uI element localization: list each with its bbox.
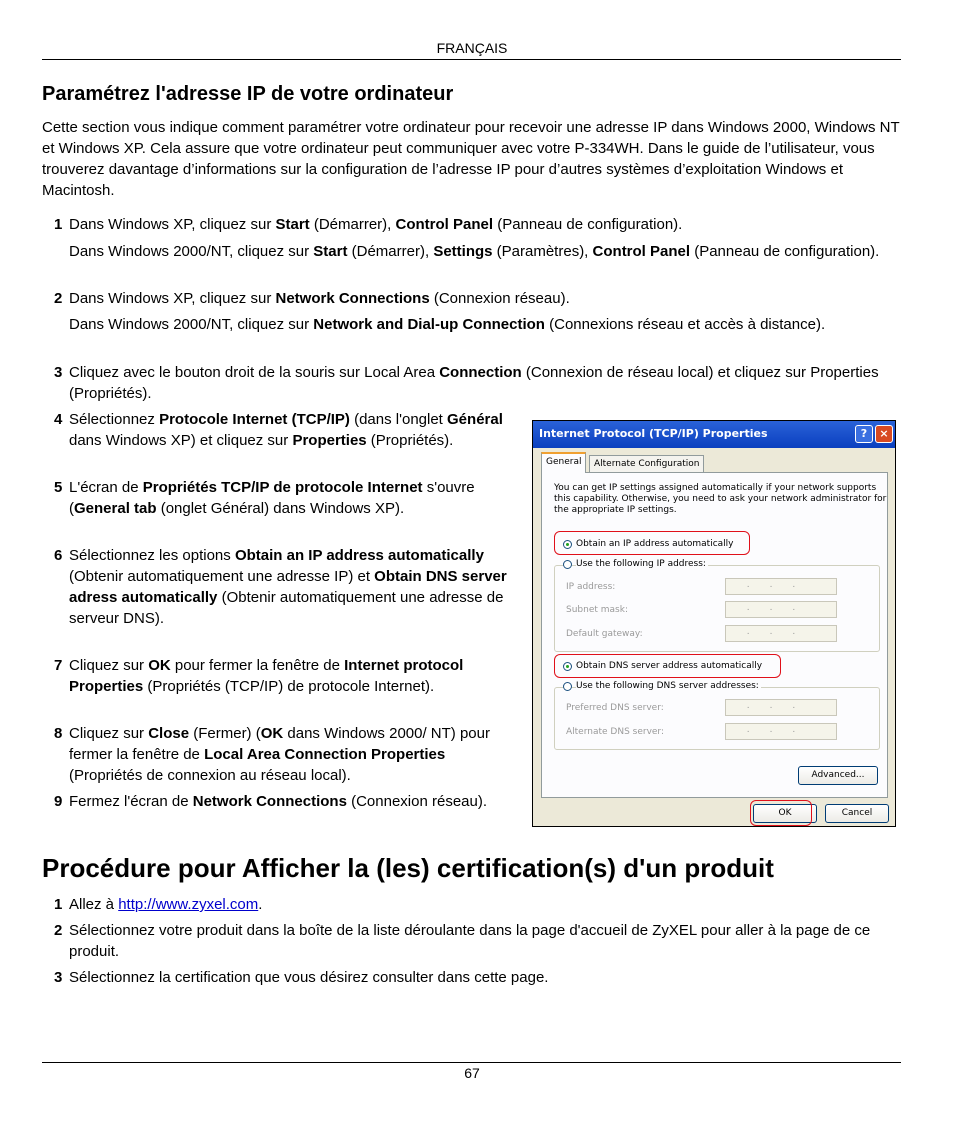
step-number: 2 <box>54 922 63 939</box>
radio-dns-auto-label: Obtain DNS server address automatically <box>576 661 763 671</box>
step-number: 2 <box>54 290 63 307</box>
dns-group <box>554 687 880 750</box>
step-9: 9 Fermez l'écran de Network Connections (Connexion réseau). <box>54 793 488 810</box>
step-2: 2 Dans Windows XP, cliquez sur Network Connections (Connexion réseau). <box>54 290 570 307</box>
default-gateway-input[interactable]: ... <box>725 625 837 642</box>
cert-step-1: 1 Allez à http://www.zyxel.com. <box>54 896 263 913</box>
highlight-ip-auto <box>554 531 750 555</box>
advanced-button[interactable]: Advanced... <box>798 766 878 785</box>
step-number: 7 <box>54 657 63 674</box>
help-icon[interactable]: ? <box>855 425 873 443</box>
intro-paragraph: Cette section vous indique comment paramétrer votre ordinateur pour recevoir une adresse IP dans Windows 2000, Windows NT et Windows XP. Cela assure que votre ordinateur peut communiquer avec votre P-334WH. Dans le guide de l’utilisateur, vous trouverez davantage d’informations sur la configuration de l’adresse IP pour d’autres systèmes d’exploitation Windows et Macintosh. <box>42 119 900 199</box>
zyxel-link[interactable]: http://www.zyxel.com <box>118 896 259 913</box>
ip-address-label: IP address: <box>566 582 616 592</box>
step-6: 6 Sélectionnez les options Obtain an IP address automatically (Obtenir automatiquement une adresse IP) et Obtain DNS server adress automatically (Obtenir automatiquement une adresse de serveur DNS). <box>54 547 507 627</box>
tab-alternate-configuration[interactable]: Alternate Configuration <box>589 455 704 472</box>
tcpip-properties-dialog <box>532 420 896 827</box>
dialog-title: Internet Protocol (TCP/IP) Properties <box>539 427 768 440</box>
dialog-description-line-2: this capability. Otherwise, you need to ask your network administrator for <box>554 494 887 504</box>
radio-ip-manual[interactable] <box>563 560 572 569</box>
step-7: 7 Cliquez sur OK pour fermer la fenêtre de Internet protocol Properties (Propriétés (TCP/IP) de protocole Internet). <box>54 657 464 695</box>
header-language: FRANÇAIS <box>436 40 508 56</box>
cancel-button[interactable]: Cancel <box>825 804 889 823</box>
section-title-ip: Paramétrez l'adresse IP de votre ordinateur <box>42 83 454 105</box>
section-title-certification: Procédure pour Afficher la (les) certification(s) d'un produit <box>42 853 774 883</box>
ok-button[interactable]: OK <box>753 804 817 823</box>
alternate-dns-label: Alternate DNS server: <box>566 727 665 737</box>
subnet-mask-input[interactable]: ... <box>725 601 837 618</box>
highlight-dns-auto <box>554 654 781 678</box>
step-3: 3 Cliquez avec le bouton droit de la souris sur Local Area Connection (Connexion de réseau local) et cliquez sur Properties (Propriétés). <box>54 364 879 402</box>
alternate-dns-input[interactable]: ... <box>725 723 837 740</box>
highlight-ok <box>750 800 812 826</box>
dialog-titlebar <box>533 421 895 448</box>
cert-step-3: 3 Sélectionnez la certification que vous désirez consulter dans cette page. <box>54 969 549 986</box>
step-number: 9 <box>54 793 63 810</box>
step-number: 8 <box>54 725 63 742</box>
footer-rule <box>42 1062 901 1063</box>
step-5: 5 L'écran de Propriétés TCP/IP de protocole Internet s'ouvre (General tab (onglet Général) dans Windows XP). <box>54 479 475 517</box>
cert-step-2: 2 Sélectionnez votre produit dans la boîte de la liste déroulante dans la page d'accueil de ZyXEL pour aller à la page de ce produit. <box>54 922 871 960</box>
step-number: 3 <box>54 364 63 381</box>
radio-ip-auto-label: Obtain an IP address automatically <box>576 539 734 549</box>
step-number: 6 <box>54 547 63 564</box>
step-8: 8 Cliquez sur Close (Fermer) (OK dans Windows 2000/ NT) pour fermer la fenêtre de Local Area Connection Properties (Propriétés de connexion au réseau local). <box>54 725 490 784</box>
radio-dns-manual-label: Use the following DNS server addresses: <box>576 681 759 691</box>
step-number: 4 <box>54 411 63 428</box>
step-2-sub: Dans Windows 2000/NT, cliquez sur Network and Dial-up Connection (Connexions réseau et accès à distance). <box>69 316 826 333</box>
tab-general[interactable]: General <box>541 452 586 473</box>
step-number: 1 <box>54 896 63 913</box>
header-rule <box>42 59 901 60</box>
close-icon[interactable]: × <box>875 425 893 443</box>
ip-address-input[interactable]: ... <box>725 578 837 595</box>
page-number: 67 <box>464 1065 480 1081</box>
general-panel <box>541 472 888 798</box>
step-1-sub: Dans Windows 2000/NT, cliquez sur Start (Démarrer), Settings (Paramètres), Control Panel (Panneau de configuration). <box>69 243 880 260</box>
dialog-description-line-1: You can get IP settings assigned automatically if your network supports <box>554 483 877 493</box>
default-gateway-label: Default gateway: <box>566 629 643 639</box>
preferred-dns-label: Preferred DNS server: <box>566 703 664 713</box>
step-number: 3 <box>54 969 63 986</box>
radio-dns-manual[interactable] <box>563 682 572 691</box>
subnet-mask-label: Subnet mask: <box>566 605 628 615</box>
step-number: 5 <box>54 479 63 496</box>
dialog-description-line-3: the appropriate IP settings. <box>554 505 677 515</box>
radio-ip-manual-label: Use the following IP address: <box>576 559 706 569</box>
preferred-dns-input[interactable]: ... <box>725 699 837 716</box>
step-number: 1 <box>54 216 63 233</box>
step-1: 1 Dans Windows XP, cliquez sur Start (Démarrer), Control Panel (Panneau de configuration). <box>54 216 683 233</box>
step-4: 4 Sélectionnez Protocole Internet (TCP/IP) (dans l'onglet Général dans Windows XP) et cliquez sur Properties (Propriétés). <box>54 411 503 449</box>
